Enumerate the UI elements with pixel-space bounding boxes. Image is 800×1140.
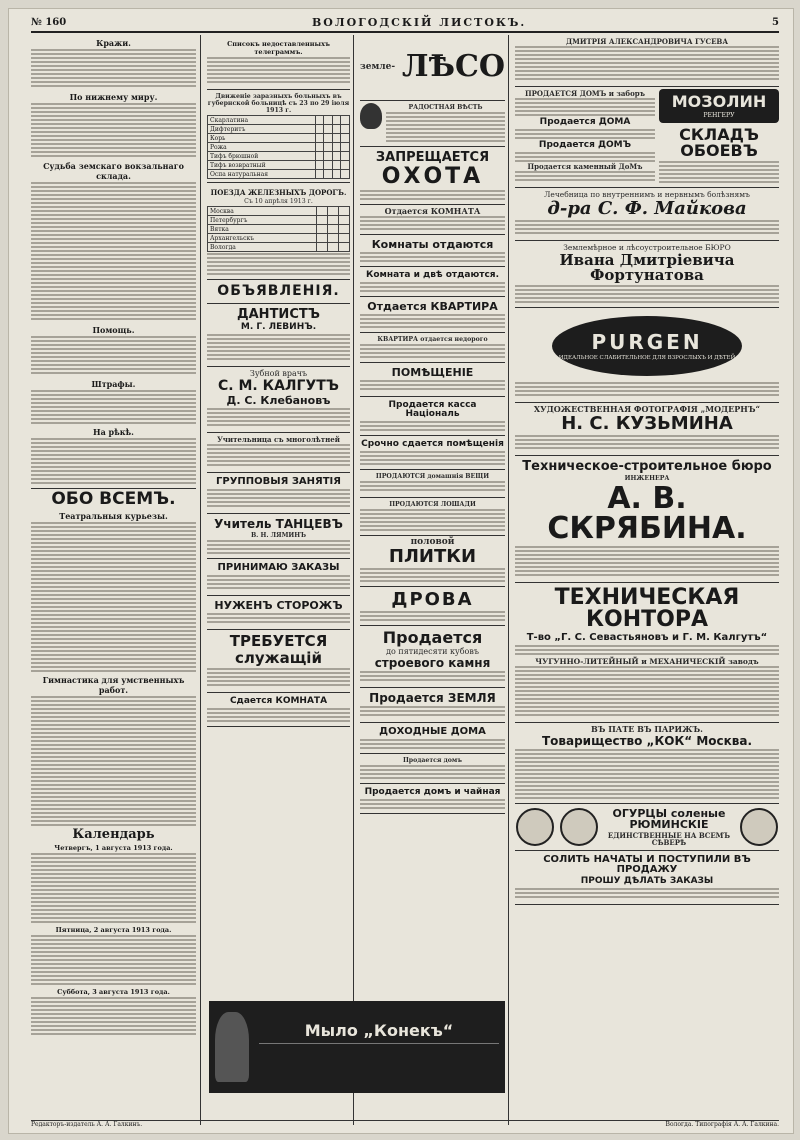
article-text: [31, 390, 196, 424]
ad-text: [360, 282, 505, 292]
ad-foto: ХУДОЖЕСТВЕННАЯ ФОТОГРАФІЯ „МОДЕРНЪ“: [533, 404, 761, 414]
ad-inzhenera: ИНЖЕНЕРА: [624, 475, 670, 482]
sick-cell: [324, 116, 333, 125]
sick-cell: [332, 161, 341, 170]
train-cell: [327, 225, 338, 234]
ad-dantist: ДАНТИСТЪ: [237, 307, 320, 322]
ad-text: [515, 129, 655, 139]
ad-lechebnica: Лечебница по внутреннимъ и нервнымъ болѣзнямъ: [544, 190, 750, 199]
ad-text: [207, 575, 350, 591]
train-cell: [338, 225, 349, 234]
ad-kamen: строевого камня: [374, 656, 491, 670]
section-obyavleniya: ОБЪЯВЛЕНІЯ.: [217, 283, 340, 299]
ad-prodaetsya-dom: ПРОДАЕТСЯ ДОМЪ и заборъ: [524, 89, 646, 98]
ad-fortunatova: Ивана Дмитріевича Фортунатова: [559, 251, 735, 284]
article-text: [31, 103, 196, 158]
ad-komnaty: Комнаты отдаются: [371, 238, 494, 251]
column-notices: [204, 35, 354, 1125]
medal-icon: [560, 808, 598, 846]
telegram-list-title: Списокъ недоставленныхъ телеграммъ.: [227, 40, 330, 56]
article-text: [31, 997, 196, 1037]
ad-sdaetsya: Сдается КОМНАТА: [229, 696, 328, 706]
notice-text: [207, 57, 350, 85]
ad-text: [515, 171, 655, 181]
ad-ohota: ОХОТА: [381, 164, 484, 189]
ad-trebuetsya: ТРЕБУЕТСЯ: [229, 632, 328, 650]
column-ads-right: [512, 35, 782, 1125]
footer-typography: Вологда. Типографія А. А. Галкина.: [665, 1121, 779, 1128]
sick-cell: [324, 161, 333, 170]
sick-cell: [332, 116, 341, 125]
sick-cell: [315, 161, 324, 170]
sick-cell: [315, 152, 324, 161]
ad-uchitelnica: Учительница съ многолѣтней: [217, 435, 340, 444]
article-text: [31, 696, 196, 826]
ad-kuzmina: Н. С. КУЗЬМИНА: [561, 413, 733, 434]
sick-cell: [341, 116, 350, 125]
ad-solit: СОЛИТЬ НАЧАТЫ И ПОСТУПИЛИ ВЪ ПРОДАЖУ: [543, 854, 751, 875]
ad-purgen: PURGEN: [591, 329, 703, 354]
train-cell: [327, 234, 338, 243]
sick-cell: [315, 170, 324, 179]
ad-kubov: до пятидесяти кубовъ: [386, 647, 479, 656]
ad-pate: ВЪ ПАТЕ ВЪ ПАРИЖЪ.: [591, 724, 703, 734]
train-cell: [316, 243, 327, 252]
ad-otdaetsya-komnata: Отдается КОМНАТА: [384, 206, 481, 216]
sick-cell: [324, 125, 333, 134]
ad-tehbyuro: Техническое-строительное бюро: [522, 459, 772, 474]
train-cell: [338, 216, 349, 225]
article-text: [31, 853, 196, 923]
ad-text: [207, 540, 350, 554]
ad-zapreshchaetsya: ЗАПРЕЩАЕТСЯ: [375, 150, 490, 165]
train-cell: [338, 234, 349, 243]
section-obo-vsem: ОБО ВСЕМЪ.: [51, 489, 176, 509]
sick-cell: [332, 134, 341, 143]
ad-zemlya: Продается ЗЕМЛЯ: [369, 691, 496, 705]
calendar-day-3: Суббота, 3 августа 1913 года.: [57, 988, 170, 996]
newspaper-title: ВОЛОГОДСКІЙ ЛИСТОКЪ.: [311, 15, 527, 29]
ad-dantist-name: М. Г. ЛЕВИНЪ.: [240, 322, 317, 332]
ad-pomeshchenie: ПОМѢЩЕНІЕ: [391, 366, 474, 379]
ad-kassa: Продается касса Національ: [388, 400, 477, 419]
ad-text: [360, 380, 505, 392]
ad-text: [515, 285, 779, 303]
train-row: [208, 225, 350, 234]
ad-text: [659, 161, 779, 183]
ad-sluzhashchiy: служащій: [235, 649, 322, 667]
ad-nuzhen: НУЖЕНЪ СТОРОЖЪ: [214, 599, 343, 612]
heading-sudba: Судьба земскаго вокзальнаго склада.: [43, 161, 184, 181]
article-text: [31, 336, 196, 376]
page-number: № 160: [31, 16, 67, 28]
station-name: Москва: [208, 207, 317, 216]
ad-gruppovye: ГРУППОВЫЯ ЗАНЯТІЯ: [216, 476, 341, 487]
footer: [31, 1120, 779, 1131]
ad-polovoy: половой: [410, 537, 455, 547]
ad-text: [515, 46, 779, 82]
ad-doma: Продается домъ: [402, 757, 463, 764]
heading-po-nizhnemu: По нижнему миру.: [69, 92, 158, 102]
train-cell: [327, 216, 338, 225]
ad-text: [360, 216, 505, 230]
ad-prodaetsya-doma: Продается ДОМА: [539, 117, 631, 127]
ad-leso: ЛѢСО: [402, 49, 505, 84]
ad-zemle: земле-: [360, 61, 396, 72]
lady-figure-icon: [215, 1012, 249, 1082]
train-cell: [327, 207, 338, 216]
ad-text: [360, 481, 505, 493]
ad-kalgut: С. М. КАЛГУТЪ: [218, 378, 339, 394]
calendar-day-2: Пятница, 2 августа 1913 года.: [55, 926, 172, 934]
sick-row: [208, 170, 350, 179]
ad-zub-vrach: Зубной врачъ: [249, 369, 308, 378]
ad-radost: РАДОСТНАЯ ВѢСТЬ: [408, 104, 483, 111]
sick-row: [208, 116, 350, 125]
ad-text: [360, 611, 505, 621]
ad-text: [515, 546, 779, 578]
portrait-icon: [360, 103, 382, 129]
ad-text: [207, 613, 350, 625]
train-cell: [327, 243, 338, 252]
ad-prodaetsya-dom2: Продается ДОМЪ: [538, 140, 632, 150]
mylo-title: Мыло „Конекъ“: [304, 1020, 454, 1040]
ad-mozolin-box: [659, 89, 779, 123]
heading-teatr: Театральныя курьезы.: [59, 511, 168, 521]
ad-proshu: ПРОШУ ДѢЛАТЬ ЗАКАЗЫ: [580, 876, 714, 886]
train-row: [208, 234, 350, 243]
medal-icon: [740, 808, 778, 846]
ad-sevastyanov: Т-во „Г. С. Севастьяновъ и Г. М. Калгутъ“: [526, 632, 768, 643]
sick-cell: [332, 170, 341, 179]
ad-text: [515, 152, 655, 162]
article-text: [31, 182, 196, 322]
sick-row-label: Скарлатина: [208, 116, 316, 125]
heading-pomoshch: Помощь.: [92, 325, 135, 335]
sick-cell: [341, 143, 350, 152]
train-cell: [338, 243, 349, 252]
sick-table: [207, 115, 350, 179]
ad-text: [360, 252, 505, 262]
ad-text: [515, 666, 779, 718]
sick-cell: [341, 161, 350, 170]
sick-row: [208, 152, 350, 161]
article-text: [31, 49, 196, 89]
sick-cell: [315, 134, 324, 143]
ad-text: [360, 706, 505, 718]
ad-prodaetsya: Продается: [382, 628, 483, 647]
ad-text: [360, 739, 505, 749]
ad-kvartira: Отдается КВАРТИРА: [367, 300, 498, 313]
ad-text: [386, 112, 505, 142]
ad-kvartira2: КВАРТИРА отдается недорого: [377, 336, 488, 343]
ad-renngeru: РЕНГЕРУ: [703, 112, 735, 119]
article-text: [31, 438, 196, 486]
ad-text: [515, 435, 779, 451]
heading-shtrafy: Штрафы.: [91, 379, 136, 389]
sick-row: [208, 143, 350, 152]
ad-text: [207, 334, 350, 362]
article-text: [31, 522, 196, 672]
ad-edinstvennye: ЕДИНСТВЕННЫЕ НА ВСЕМЪ СѢВЕРѢ: [607, 831, 731, 847]
train-cell: [316, 216, 327, 225]
newspaper-page: [8, 8, 794, 1134]
ad-zavod: ЧУГУННО-ЛИТЕЙНЫЙ и МЕХАНИЧЕСКІЙ заводъ: [535, 657, 759, 666]
sick-cell: [341, 125, 350, 134]
sick-row: [208, 125, 350, 134]
ad-veshchi: ПРОДАЮТСЯ домашнія ВЕЩИ: [375, 473, 490, 480]
right-number: 5: [772, 16, 779, 28]
notice-text: [207, 253, 350, 275]
sick-cell: [341, 134, 350, 143]
ad-loshadi: ПРОДАЮТСЯ ЛОШАДИ: [389, 501, 476, 508]
ad-purgen-sub: ИДЕАЛЬНОЕ СЛАБИТЕЛЬНОЕ ДЛЯ ВЗРОСЛЫХЪ И ДѢТЕЙ: [558, 354, 736, 361]
ad-text: [360, 344, 505, 358]
train-row: [208, 207, 350, 216]
trains-title: ПОЕЗДА ЖЕЛЕЗНЫХЪ ДОРОГЪ.: [210, 188, 347, 197]
trains-subtitle: Съ 10 апрѣля 1913 г.: [244, 198, 313, 205]
heading-krazhi: Кражи.: [96, 38, 131, 48]
ad-text: [207, 489, 350, 509]
masthead: [31, 13, 779, 33]
ad-text: [360, 799, 505, 809]
sick-cell: [341, 170, 350, 179]
heading-na-reke: На рѣкѣ.: [93, 427, 134, 437]
sick-cell: [324, 152, 333, 161]
ad-sklad-oboev: СКЛАДЪ ОБОЕВЪ: [679, 125, 759, 160]
sick-cell: [341, 152, 350, 161]
ad-klebanov: Д. С. Клебановъ: [226, 394, 331, 407]
ad-text: [207, 668, 350, 688]
sick-cell: [315, 125, 324, 134]
sick-cell: [315, 116, 324, 125]
heading-gimnastika: Гимнастика для умственныхъ работ.: [42, 675, 185, 695]
ad-text: [360, 765, 505, 779]
ad-text: [360, 568, 505, 582]
ad-text: [360, 451, 505, 465]
station-name: Вологда: [208, 243, 317, 252]
sick-cell: [332, 143, 341, 152]
ad-gusev: ДМИТРІЯ АЛЕКСАНДРОВИЧА ГУСЕВА: [565, 37, 729, 46]
train-row: [208, 216, 350, 225]
sick-row-label: Корь: [208, 134, 316, 143]
ad-maykova: д-ра С. Ф. Майкова: [547, 198, 747, 219]
sick-row-label: Тифъ возвратный: [208, 161, 316, 170]
sick-row-label: Дифтеритъ: [208, 125, 316, 134]
ad-text: [360, 671, 505, 683]
train-row: [208, 243, 350, 252]
ad-text: [360, 421, 505, 431]
ad-text: [360, 314, 505, 328]
ad-text: [515, 220, 779, 236]
column-ads-middle: [357, 35, 509, 1125]
ad-text: [207, 408, 350, 428]
station-name: Архангельскъ: [208, 234, 317, 243]
ad-kok: Товарищество „КОК“ Москва.: [541, 734, 753, 748]
sick-row-label: Тифъ брюшной: [208, 152, 316, 161]
ad-dom-chaynaya: Продается домъ и чайная: [364, 787, 501, 797]
ad-text: [515, 382, 779, 398]
medal-icon: [516, 808, 554, 846]
station-name: Вятка: [208, 225, 317, 234]
sick-row-label: Оспа натуральная: [208, 170, 316, 179]
sick-row-label: Рожа: [208, 143, 316, 152]
ad-ogurcy: ОГУРЦЫ соленые РЮМИНСКІЕ: [612, 807, 726, 831]
ad-text: [515, 888, 779, 900]
sick-table-title: Движеніе заразныхъ больныхъ въ губернской больницѣ съ 23 по 29 іюля 1913 г.: [207, 93, 350, 114]
section-calendar: Календарь: [72, 827, 155, 842]
article-text: [31, 935, 196, 985]
ad-text: [207, 444, 350, 468]
train-cell: [316, 234, 327, 243]
sick-cell: [324, 143, 333, 152]
ad-tehkontora: ТЕХНИЧЕСКАЯ КОНТОРА: [554, 585, 740, 632]
ad-lyamin: В. Н. ЛЯМИНЪ: [250, 532, 307, 539]
ad-text: [360, 509, 505, 531]
ad-text: [515, 98, 655, 116]
train-cell: [338, 207, 349, 216]
sick-cell: [332, 152, 341, 161]
sick-cell: [324, 134, 333, 143]
sick-row: [208, 161, 350, 170]
ad-prinimayu: ПРИНИМАЮ ЗАКАЗЫ: [217, 562, 340, 573]
sick-row: [208, 134, 350, 143]
ad-text: [515, 645, 779, 657]
sick-cell: [324, 170, 333, 179]
ad-plitki: ПЛИТКИ: [388, 546, 477, 567]
ad-byuro: Землемѣрное и лѣсоустроительное БЮРО: [563, 243, 731, 252]
ad-srochno: Срочно сдается помѣщенія: [361, 439, 504, 449]
ad-dohodnye: ДОХОДНЫЕ ДОМА: [379, 726, 486, 737]
train-cell: [316, 207, 327, 216]
column-news: [31, 35, 201, 1125]
sick-cell: [315, 143, 324, 152]
train-schedule: [207, 206, 350, 252]
train-cell: [316, 225, 327, 234]
ad-kamennyi: Продается каменный ДоМъ: [527, 162, 643, 171]
ad-text: [360, 190, 505, 200]
ad-uchitel-tancev: Учитель ТАНЦЕВЪ: [214, 517, 343, 531]
ad-ryabina: А. В. СКРЯБИНА.: [547, 481, 747, 546]
ad-text: [207, 708, 350, 722]
calendar-day-1: Четвергъ, 1 августа 1913 года.: [54, 844, 173, 852]
ad-mozolin: МОЗОЛИН: [671, 92, 767, 111]
ad-drova: ДРОВА: [391, 589, 474, 610]
ad-komnata-dve: Комната и двѣ отдаются.: [365, 270, 499, 280]
footer-editor: Редакторъ-издатель А. А. Галкинъ.: [31, 1121, 143, 1128]
ad-text: [515, 749, 779, 799]
station-name: Петербургъ: [208, 216, 317, 225]
sick-cell: [332, 125, 341, 134]
ad-purgen-badge: [552, 316, 742, 376]
